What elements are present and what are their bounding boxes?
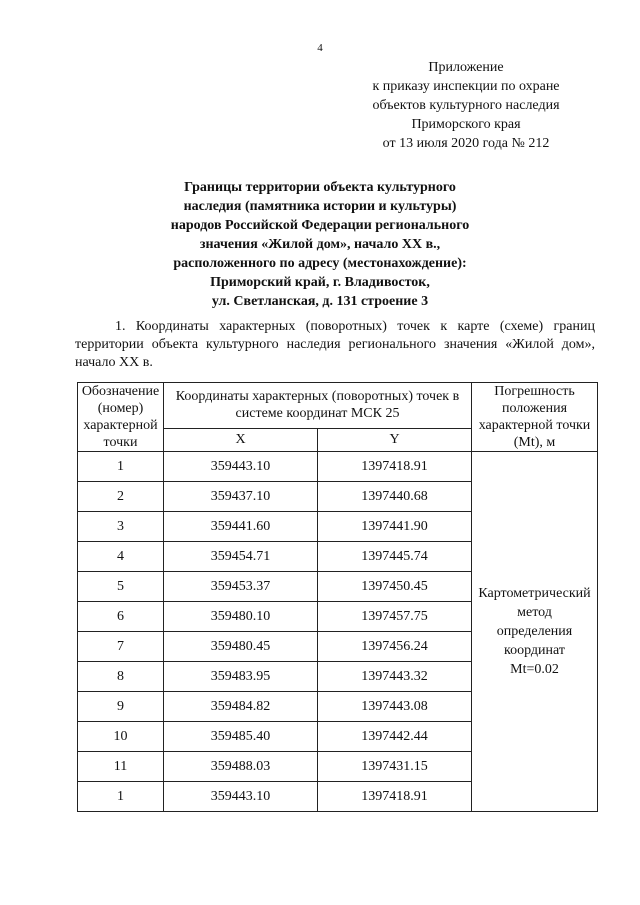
title-line: ул. Светланская, д. 131 строение 3 xyxy=(211,294,429,309)
point-number-cell: 6 xyxy=(78,602,164,632)
method-line: определения xyxy=(496,624,573,639)
point-number-cell: 9 xyxy=(78,692,164,722)
x-coordinate-cell: 359437.10 xyxy=(164,482,318,512)
y-coordinate-cell: 1397450.45 xyxy=(318,572,472,602)
header-position-error: Погрешность положения характерной точки (Mt), м xyxy=(472,383,598,452)
point-number-cell: 4 xyxy=(78,542,164,572)
point-number-cell: 2 xyxy=(78,482,164,512)
y-coordinate-cell: 1397431.15 xyxy=(318,752,472,782)
title-line: расположенного по адресу (местонахождение): xyxy=(173,256,467,271)
table-row xyxy=(78,452,598,482)
page-number: 4 xyxy=(317,42,323,54)
y-coordinate-cell: 1397443.08 xyxy=(318,692,472,722)
point-number-cell: 3 xyxy=(78,512,164,542)
point-number-cell: 8 xyxy=(78,662,164,692)
x-coordinate-cell: 359441.60 xyxy=(164,512,318,542)
x-coordinate-cell: 359485.40 xyxy=(164,722,318,752)
x-coordinate-cell: 359443.10 xyxy=(164,782,318,812)
title-line: значения «Жилой дом», начало ХХ в., xyxy=(199,237,441,252)
x-coordinate-cell: 359483.95 xyxy=(164,662,318,692)
method-cell xyxy=(472,452,598,812)
y-coordinate-cell: 1397418.91 xyxy=(318,782,472,812)
y-coordinate-cell: 1397456.24 xyxy=(318,632,472,662)
document-title xyxy=(110,178,530,311)
x-coordinate-cell: 359488.03 xyxy=(164,752,318,782)
y-coordinate-cell: 1397457.75 xyxy=(318,602,472,632)
point-number-cell: 11 xyxy=(78,752,164,782)
title-line: Границы территории объекта культурного xyxy=(184,180,456,195)
appendix-line: к приказу инспекции по охране xyxy=(372,79,560,94)
x-coordinate-cell: 359484.82 xyxy=(164,692,318,722)
coordinates-table-body xyxy=(78,452,598,812)
header-y: Y xyxy=(318,428,472,451)
intro-paragraph xyxy=(75,318,595,372)
header-coordinates: Координаты характерных (поворотных) точек в системе координат МСК 25 xyxy=(164,383,472,429)
point-number-cell: 10 xyxy=(78,722,164,752)
point-number-cell: 1 xyxy=(78,452,164,482)
point-number-cell: 1 xyxy=(78,782,164,812)
y-coordinate-cell: 1397441.90 xyxy=(318,512,472,542)
method-line: Mt=0.02 xyxy=(510,662,559,677)
method-line: координат xyxy=(504,643,565,658)
title-line: наследия (памятника истории и культуры) xyxy=(183,199,457,214)
coordinates-table xyxy=(77,382,598,812)
header-point-designation: Обозначение (номер) характерной точки xyxy=(78,383,164,452)
x-coordinate-cell: 359454.71 xyxy=(164,542,318,572)
appendix-line: Приморского края xyxy=(411,117,521,132)
appendix-line: Приложение xyxy=(428,60,504,75)
x-coordinate-cell: 359443.10 xyxy=(164,452,318,482)
title-line: Приморский край, г. Владивосток, xyxy=(210,275,430,290)
title-line: народов Российской Федерации регионального xyxy=(170,218,470,233)
y-coordinate-cell: 1397418.91 xyxy=(318,452,472,482)
y-coordinate-cell: 1397443.32 xyxy=(318,662,472,692)
x-coordinate-cell: 359480.45 xyxy=(164,632,318,662)
appendix-line: от 13 июля 2020 года № 212 xyxy=(382,136,550,151)
x-coordinate-cell: 359480.10 xyxy=(164,602,318,632)
intro-paragraph-text: 1. Координаты характерных (поворотных) точек к карте (схеме) границ территории объекта культурного наследия регионального значения «Жилой дом», начало ХХ в. xyxy=(75,319,595,370)
method-line: Картометрический xyxy=(478,586,591,601)
y-coordinate-cell: 1397440.68 xyxy=(318,482,472,512)
y-coordinate-cell: 1397442.44 xyxy=(318,722,472,752)
point-number-cell: 5 xyxy=(78,572,164,602)
appendix-line: объектов культурного наследия xyxy=(372,98,560,113)
y-coordinate-cell: 1397445.74 xyxy=(318,542,472,572)
appendix-block xyxy=(346,58,586,153)
point-number-cell: 7 xyxy=(78,632,164,662)
x-coordinate-cell: 359453.37 xyxy=(164,572,318,602)
method-line: метод xyxy=(517,605,552,620)
header-x: X xyxy=(164,428,318,451)
